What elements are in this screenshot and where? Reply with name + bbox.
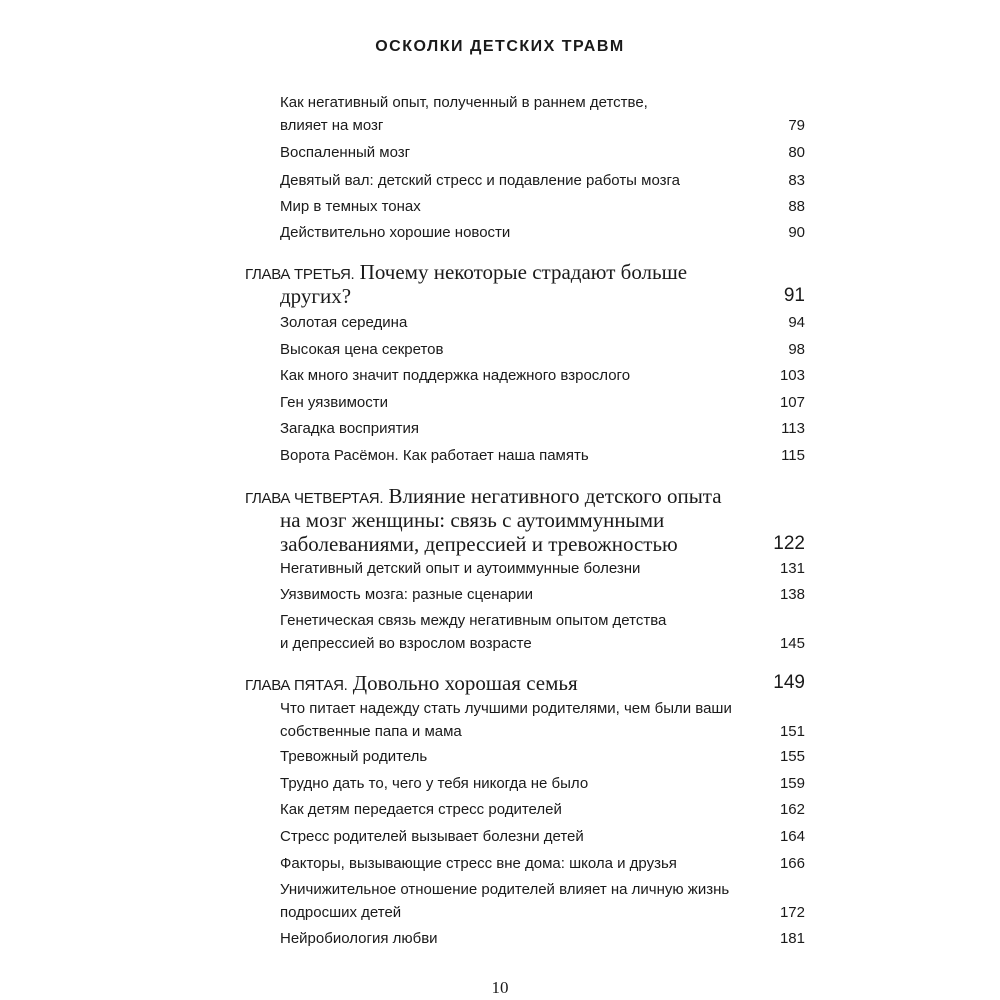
toc-page-number: 90 [788,224,805,241]
toc-page-number: 145 [779,635,805,652]
toc-entry-title: Уязвимость мозга: разные сценарии [280,586,534,603]
toc-entry-title: Действительно хорошие новости [280,224,511,241]
toc-page-number: 88 [788,198,805,215]
toc-page-number: 79 [788,117,805,134]
toc-entry-title: Генетическая связь между негативным опытом детства [280,612,667,629]
toc-entry-title: подросших детей [280,904,402,921]
toc-entry-title: Тревожный родитель [280,748,428,765]
toc-entry-title: Загадка восприятия [280,420,420,437]
chapter-title-line: заболеваниями, депрессией и тревожностью [280,532,678,556]
chapter-title-line: на мозг женщины: связь с аутоиммунными [280,508,665,532]
toc-entry-title: Стресс родителей вызывает болезни детей [280,828,584,845]
chapter-title-line [245,259,687,285]
page-number: 10 [491,978,509,997]
toc-page-number: 181 [779,930,805,947]
toc-page-number: 159 [779,775,805,792]
toc-page-number: 155 [779,748,805,765]
toc-entry-title: Нейробиология любви [280,930,438,947]
chapter-title-line [245,483,722,509]
toc-entry-title: Что питает надежду стать лучшими родителями, чем были ваши [280,700,732,717]
toc-entry-title: Факторы, вызывающие стресс вне дома: школа и друзья [280,855,677,872]
chapter-label: ГЛАВА ПЯТАЯ. [245,677,348,694]
toc-page-number: 166 [779,855,805,872]
toc-page-number: 162 [779,801,805,818]
toc-entry-title: Высокая цена секретов [280,341,444,358]
toc-entry-title: Уничижительное отношение родителей влияет на личную жизнь [280,881,730,898]
toc-entry-title: Девятый вал: детский стресс и подавление работы мозга [280,172,680,189]
toc-page-number: 113 [781,420,805,437]
chapter-title-line: других? [280,284,352,308]
chapter-page-number: 149 [773,672,805,693]
chapter-title: Влияние негативного детского опыта [388,484,722,508]
chapter-page-number: 91 [783,285,805,306]
chapter-title: Почему некоторые страдают больше [359,260,688,284]
toc-page-number: 131 [779,560,805,577]
toc-page-number: 80 [788,144,805,161]
toc-entry-title: Мир в темных тонах [280,198,421,215]
toc-page-number: 151 [779,723,805,740]
toc-entry-title: Как негативный опыт, полученный в раннем детстве, [280,94,648,111]
toc-entry-title: влияет на мозг [280,117,384,134]
toc-entry-title: Негативный детский опыт и аутоиммунные болезни [280,560,641,577]
toc-entry-title: Трудно дать то, чего у тебя никогда не было [280,775,589,792]
toc-entry-title: Как много значит поддержка надежного взрослого [280,367,631,384]
toc-page-number: 172 [779,904,805,921]
toc-page-number: 98 [788,341,805,358]
running-title: ОСКОЛКИ ДЕТСКИХ ТРАВМ [375,38,625,55]
toc-entry-title: Ворота Расёмон. Как работает наша память [280,447,589,464]
chapter-title-line [245,670,578,696]
toc-page-number: 83 [788,172,805,189]
chapter-label: ГЛАВА ТРЕТЬЯ. [245,266,355,283]
chapter-label: ГЛАВА ЧЕТВЕРТАЯ. [245,490,384,507]
toc-page-number: 107 [779,394,805,411]
toc-entry-title: Как детям передается стресс родителей [280,801,562,818]
toc-page-number: 164 [779,828,805,845]
toc-page-number: 138 [779,586,805,603]
toc-entry-title: и депрессией во взрослом возрасте [280,635,532,652]
chapter-page-number: 122 [773,533,805,554]
toc-entry-title: Ген уязвимости [280,394,388,411]
toc-page-number: 103 [779,367,805,384]
toc-entry-title: Воспаленный мозг [280,144,411,161]
toc-entry-title: собственные папа и мама [280,723,462,740]
toc-page-number: 94 [788,314,805,331]
chapter-title: Довольно хорошая семья [352,671,578,695]
toc-page-number: 115 [781,447,805,464]
toc-entry-title: Золотая середина [280,314,408,331]
